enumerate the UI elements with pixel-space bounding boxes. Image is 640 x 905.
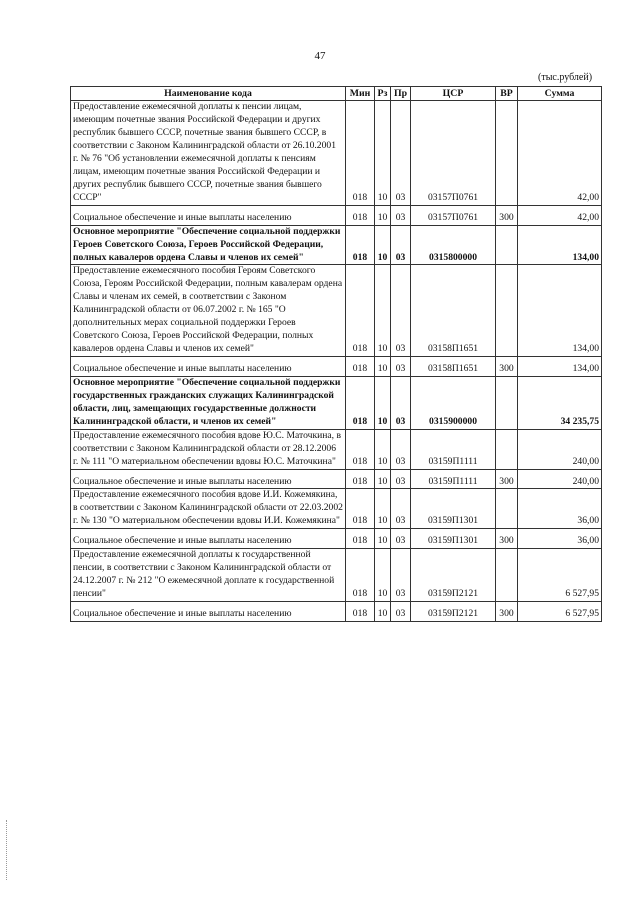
row-pr: 03 xyxy=(391,535,411,548)
row-min: 018 xyxy=(346,476,375,489)
row-rz: 10 xyxy=(375,212,391,225)
row-pr: 03 xyxy=(391,225,411,265)
row-csr: 03158П1651 xyxy=(411,265,496,357)
row-sum: 134,00 xyxy=(518,363,602,376)
row-csr: 03159П2121 xyxy=(411,549,496,602)
table-row xyxy=(71,363,602,376)
row-rz: 10 xyxy=(375,476,391,489)
row-sum: 240,00 xyxy=(518,476,602,489)
row-rz: 10 xyxy=(375,101,391,206)
row-vr xyxy=(496,225,518,265)
row-csr: 03159П1111 xyxy=(411,476,496,489)
header-name: Наименование кода xyxy=(71,87,346,101)
row-name: Социальное обеспечение и иные выплаты населению xyxy=(71,608,346,621)
row-rz: 10 xyxy=(375,429,391,469)
row-name: Предоставление ежемесячного пособия Героям Советского Союза, Героям Российской Федерации, полным кавалерам ордена Славы и членам их семей, в соответствии с Законом Калининградской области от 06.07.2002 г. № 165 "О дополнительных мерах социальной поддержки Героев Советского Союза, Героев Российской Федерации, полных кавалеров ордена Славы и членов их семей" xyxy=(71,265,346,357)
row-rz: 10 xyxy=(375,363,391,376)
row-vr xyxy=(496,489,518,529)
header-vr: ВР xyxy=(496,87,518,101)
row-vr: 300 xyxy=(496,535,518,548)
row-sum: 6 527,95 xyxy=(518,549,602,602)
row-sum: 42,00 xyxy=(518,101,602,206)
row-name: Предоставление ежемесячного пособия вдове И.И. Кожемякина, в соответствии с Законом Калининградской области от 22.03.2002 г. № 130 "О материальном обеспечении вдовы И.И. Кожемякина" xyxy=(71,489,346,529)
row-min: 018 xyxy=(346,225,375,265)
row-rz: 10 xyxy=(375,265,391,357)
row-csr: 03157П0761 xyxy=(411,212,496,225)
row-pr: 03 xyxy=(391,608,411,621)
table-row xyxy=(71,429,602,469)
page-number: 47 xyxy=(314,50,326,62)
row-csr: 0315800000 xyxy=(411,225,496,265)
row-sum: 134,00 xyxy=(518,265,602,357)
row-min: 018 xyxy=(346,535,375,548)
row-sum: 34 235,75 xyxy=(518,376,602,429)
row-name: Предоставление ежемесячной доплаты к государственной пенсии, в соответствии с Законом Калининградской области от 24.12.2007 г. № 212 "О ежемесячной доплате к государственной пенсии" xyxy=(71,549,346,602)
table-row xyxy=(71,608,602,621)
row-csr: 03158П1651 xyxy=(411,363,496,376)
row-sum: 240,00 xyxy=(518,429,602,469)
row-min: 018 xyxy=(346,489,375,529)
row-vr: 300 xyxy=(496,363,518,376)
header-rz: Рз xyxy=(375,87,391,101)
row-csr: 03159П1111 xyxy=(411,429,496,469)
table-row xyxy=(71,549,602,602)
row-vr xyxy=(496,549,518,602)
row-name: Основное мероприятие "Обеспечение социальной поддержки Героев Советского Союза, Героев Российской Федерации, полных кавалеров ордена Славы и членов их семей" xyxy=(71,225,346,265)
table-row xyxy=(71,535,602,548)
budget-table xyxy=(70,86,602,622)
row-csr: 03159П1301 xyxy=(411,535,496,548)
row-pr: 03 xyxy=(391,549,411,602)
row-rz: 10 xyxy=(375,608,391,621)
row-pr: 03 xyxy=(391,101,411,206)
scan-edge-marks xyxy=(6,820,8,880)
row-csr: 03157П0761 xyxy=(411,101,496,206)
table-row xyxy=(71,225,602,265)
row-min: 018 xyxy=(346,549,375,602)
row-min: 018 xyxy=(346,265,375,357)
row-pr: 03 xyxy=(391,376,411,429)
table-row xyxy=(71,101,602,206)
row-vr xyxy=(496,101,518,206)
row-vr: 300 xyxy=(496,212,518,225)
row-vr xyxy=(496,429,518,469)
table-row xyxy=(71,265,602,357)
row-pr: 03 xyxy=(391,363,411,376)
row-sum: 134,00 xyxy=(518,225,602,265)
table-row xyxy=(71,476,602,489)
row-sum: 42,00 xyxy=(518,212,602,225)
row-name: Социальное обеспечение и иные выплаты населению xyxy=(71,363,346,376)
row-name: Основное мероприятие "Обеспечение социальной поддержки государственных гражданских служащих Калининградской области, лиц, замещающих государственные должности Калининградской области, и членов их семей" xyxy=(71,376,346,429)
table-row xyxy=(71,212,602,225)
header-pr: Пр xyxy=(391,87,411,101)
header-sum: Сумма xyxy=(518,87,602,101)
row-sum: 36,00 xyxy=(518,535,602,548)
row-pr: 03 xyxy=(391,265,411,357)
row-rz: 10 xyxy=(375,489,391,529)
row-vr xyxy=(496,265,518,357)
row-min: 018 xyxy=(346,101,375,206)
row-name: Социальное обеспечение и иные выплаты населению xyxy=(71,476,346,489)
row-pr: 03 xyxy=(391,429,411,469)
row-rz: 10 xyxy=(375,376,391,429)
table-header-row xyxy=(71,87,602,101)
row-name: Социальное обеспечение и иные выплаты населению xyxy=(71,212,346,225)
row-min: 018 xyxy=(346,363,375,376)
table-row xyxy=(71,489,602,529)
row-min: 018 xyxy=(346,212,375,225)
row-min: 018 xyxy=(346,608,375,621)
header-csr: ЦСР xyxy=(411,87,496,101)
row-vr: 300 xyxy=(496,476,518,489)
row-csr: 0315900000 xyxy=(411,376,496,429)
row-rz: 10 xyxy=(375,549,391,602)
row-sum: 36,00 xyxy=(518,489,602,529)
row-csr: 03159П1301 xyxy=(411,489,496,529)
row-vr xyxy=(496,376,518,429)
table-row xyxy=(71,376,602,429)
row-pr: 03 xyxy=(391,476,411,489)
row-name: Предоставление ежемесячного пособия вдове Ю.С. Маточкина, в соответствии с Законом Калининградской области от 28.12.2006 г. № 111 "О материальном обеспечении вдовы Ю.С. Маточкина" xyxy=(71,429,346,469)
row-pr: 03 xyxy=(391,212,411,225)
row-vr: 300 xyxy=(496,608,518,621)
row-sum: 6 527,95 xyxy=(518,608,602,621)
row-name: Социальное обеспечение и иные выплаты населению xyxy=(71,535,346,548)
row-name: Предоставление ежемесячной доплаты к пенсии лицам, имеющим почетные звания Российской Федерации и других республик бывшего СССР, почетные звания бывшего СССР, в соответствии с Законом Калининградской области от 26.10.2001 г. № 76 "Об установлении ежемесячной доплаты к пенсиям лицам, имеющим почетные звания Российской Федерации и других республик бывшего СССР, почетные звания бывшего СССР" xyxy=(71,101,346,206)
header-min: Мин xyxy=(346,87,375,101)
row-pr: 03 xyxy=(391,489,411,529)
units-label: (тыс.рублей) xyxy=(538,72,593,83)
row-min: 018 xyxy=(346,376,375,429)
row-rz: 10 xyxy=(375,535,391,548)
row-min: 018 xyxy=(346,429,375,469)
row-rz: 10 xyxy=(375,225,391,265)
row-csr: 03159П2121 xyxy=(411,608,496,621)
